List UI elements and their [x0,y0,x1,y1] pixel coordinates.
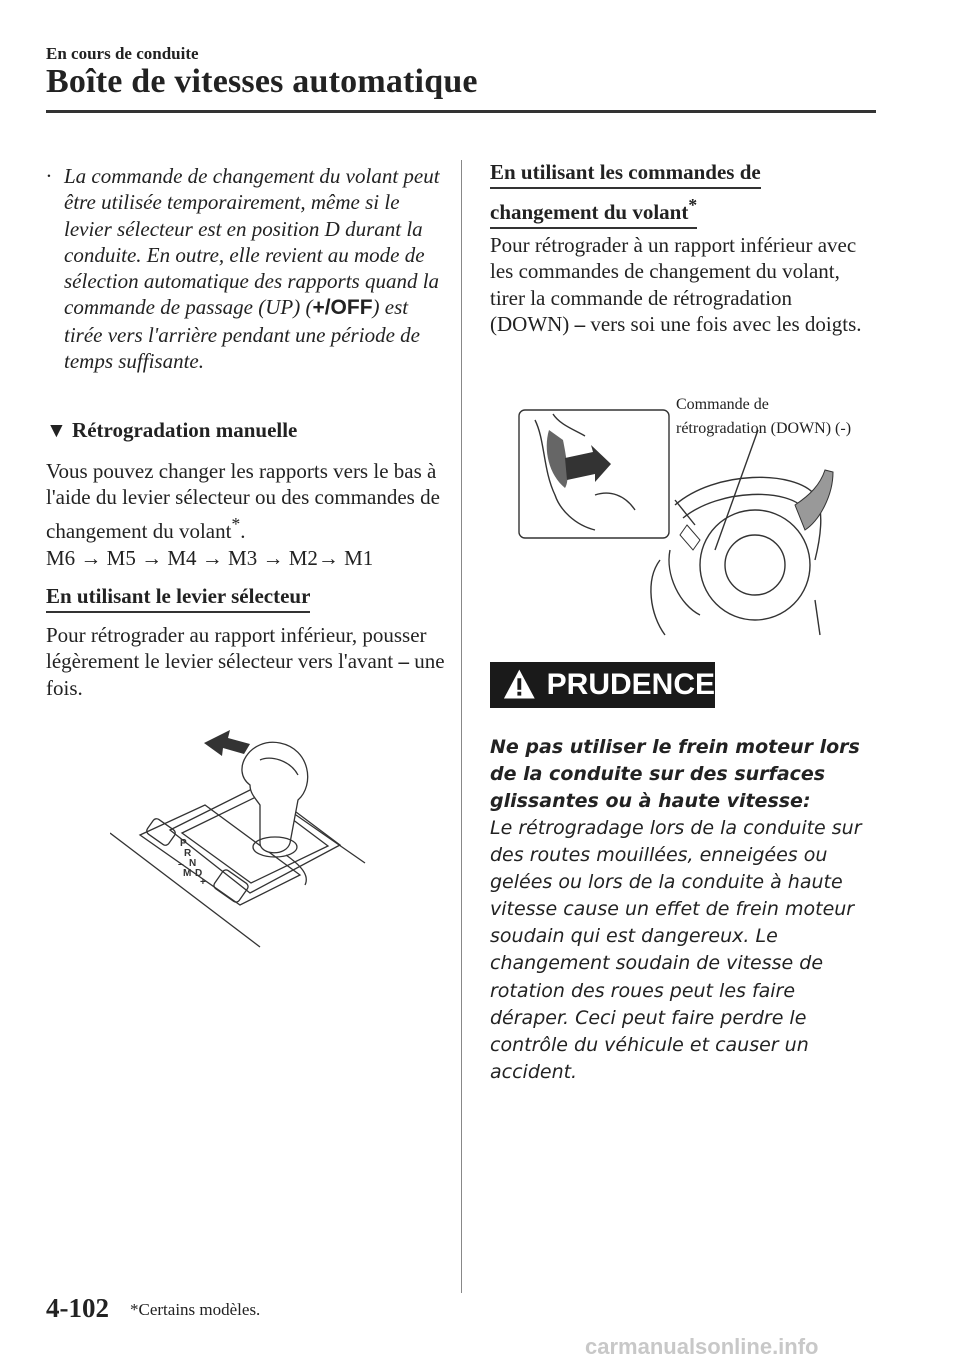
downshift-heading: ▼ Rétrogradation manuelle [46,418,298,442]
note-bullet [46,163,446,374]
downshift-text: Vous pouvez changer les rapports vers le bas à l'aide du levier sélecteur ou des commandes de changement du volant [46,459,440,543]
downshift-end: . [240,518,246,543]
watermark: carmanualsonline.info [585,1334,819,1359]
gate-minus: – [178,859,184,870]
footnote-star: * [231,513,241,534]
paddle-heading-star: * [688,195,698,215]
paddle-end: vers soi une fois avec les doigts. [585,311,862,336]
paddle-heading-line-2 [490,195,697,229]
caution-text: Le rétrogradage lors de la conduite sur des routes mouillées, enneigées ou gelées ou lors de la conduite à haute vitesse cause un effet de frein moteur soudain qui est dangereux. Le changement soudain de vitesse de rotation des roues peut les faire déraper. Ceci peut faire perdre le contrôle du véhicule et causer un accident. [490,817,862,1083]
gate-p: P [180,838,187,849]
minus-sign: – [398,649,409,674]
bullet-dot: · [46,164,52,188]
plus-off-icon: +/OFF [312,296,373,320]
lever-heading-text: En utilisant le levier sélecteur [46,584,310,613]
gate-n: N [189,858,197,869]
shift-lever-figure [110,725,370,950]
title-rule [46,110,876,113]
note-text-1: La commande de changement du volant peut être utilisée temporairement, même si le levier sélecteur est en position D durant la conduite. En outre, elle revient au mode de sélection automatique des rapports quand la commande de passage (UP) ( [64,164,440,320]
note-text-2: ) est tirée vers l'arrière pendant une période de temps suffisante. [64,295,420,374]
paddle-heading-text: changement du volant [490,200,689,224]
page-title: Boîte de vitesses automatique [46,63,478,100]
caution-banner [490,662,715,708]
page-number: 4-102 [46,1293,109,1323]
gate-m: M [183,868,192,879]
figure-label-line-2: rétrogradation (DOWN) (-) [676,420,852,437]
paddle-paragraph [490,232,870,337]
caution-label: PRUDENCE [546,668,715,701]
figure-label [676,393,851,441]
paddle-text: Pour rétrograder à un rapport inférieur avec les commandes de changement du volant, tirer la commande de rétrogradation (DOWN) [490,233,857,336]
downshift-paragraph [46,458,446,544]
lever-text: Pour rétrograder au rapport inférieur, pousser légèrement le levier sélecteur vers l'avant [46,623,427,674]
gear-sequence: M6 → M5 → M4 → M3 → M2→ M1 [46,546,374,570]
paddle-heading [490,160,780,235]
column-divider [461,160,462,1293]
gate-d: D [195,868,203,879]
warning-triangle-icon [502,665,537,705]
gate-plus: + [200,877,206,888]
lever-paragraph [46,622,446,701]
section-label: En cours de conduite [46,44,199,63]
lever-end: une fois. [46,649,445,700]
lever-heading [46,584,310,613]
gate-r: R [184,848,192,859]
footnote: *Certains modèles. [130,1300,261,1319]
paddle-minus-sign: – [574,311,586,336]
paddle-heading-line-1: En utilisant les commandes de [490,160,761,189]
caution-heading: Ne pas utiliser le frein moteur lors de la conduite sur des surfaces glissantes ou à haute vitesse: [490,736,860,812]
figure-label-line-1: Commande de [676,396,769,413]
